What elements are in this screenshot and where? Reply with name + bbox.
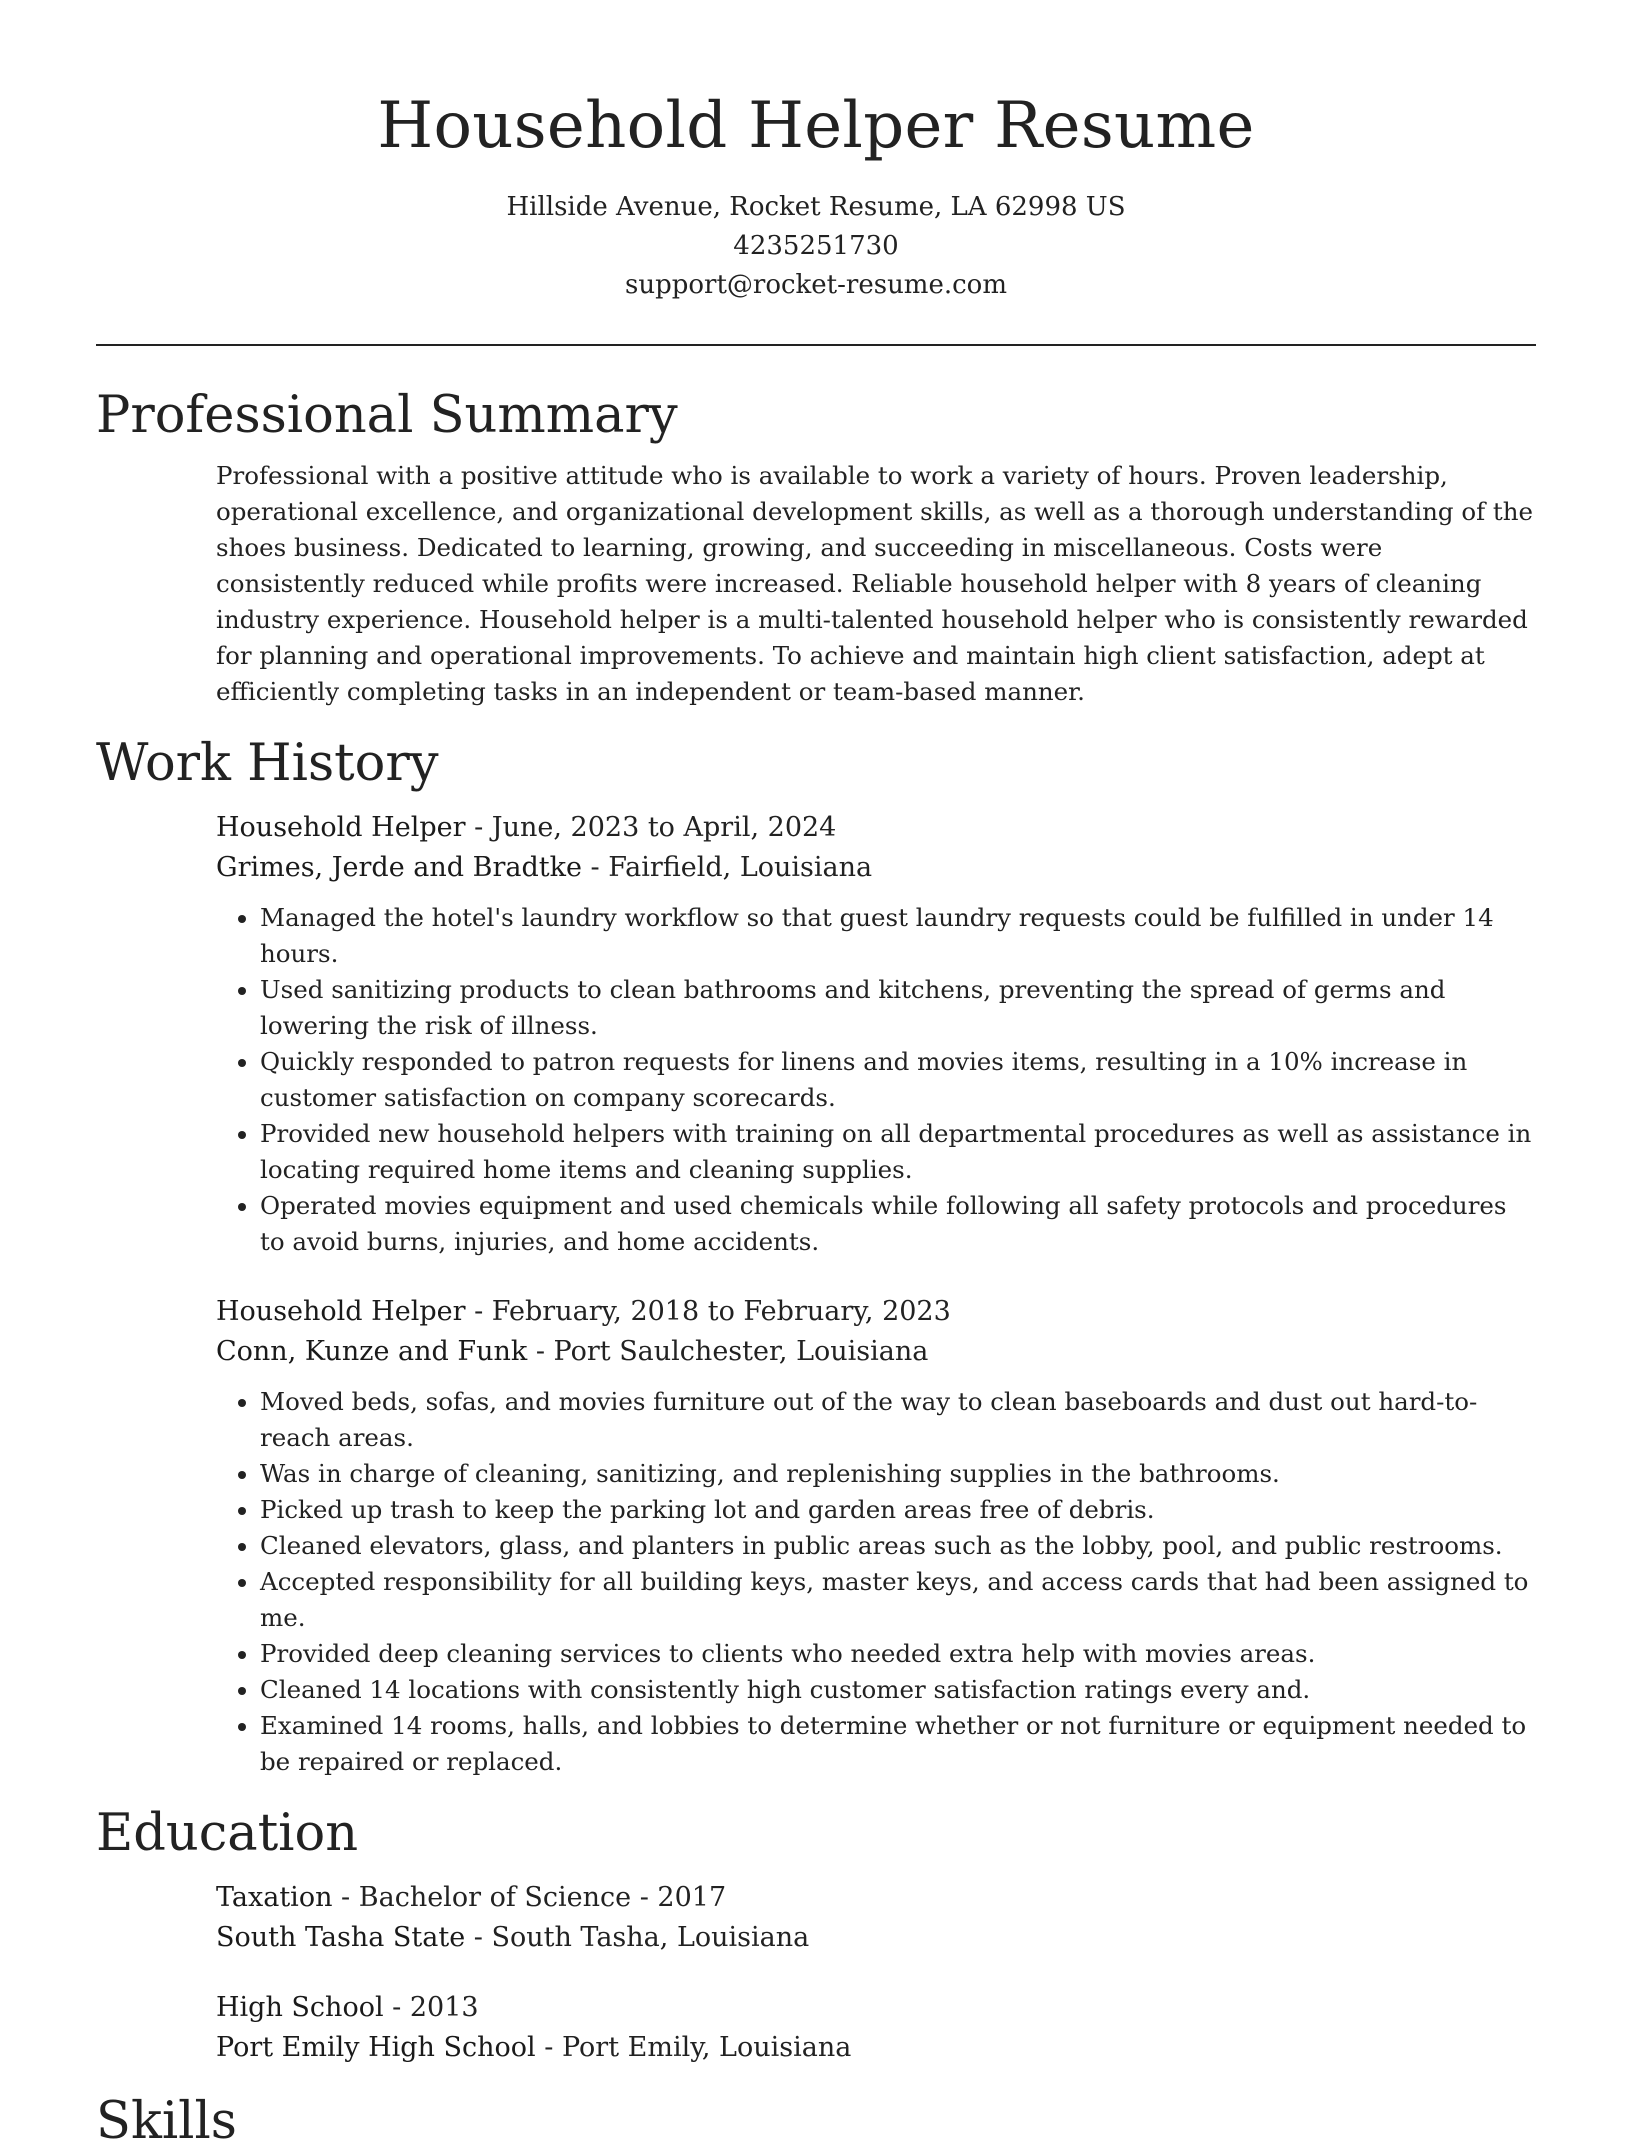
job-entry — [216, 808, 1536, 1260]
education-location: - Port Emily, Louisiana — [535, 2032, 852, 2063]
section-heading-education: Education — [96, 1804, 359, 1863]
job-company: Conn, Kunze and Funk — [216, 1336, 528, 1367]
section-heading-summary: Professional Summary — [96, 386, 678, 445]
header-divider — [96, 344, 1536, 346]
education-school: Port Emily High School — [216, 2032, 536, 2063]
job-dates: - June, 2023 to April, 2024 — [465, 812, 837, 843]
education-school: South Tasha State — [216, 1922, 466, 1953]
education-detail: - Bachelor of Science - 2017 — [332, 1882, 727, 1913]
work-history-section — [96, 732, 1536, 1780]
list-item: • Moved beds, sofas, and movies furniture out of the way to clean baseboards and dust out hard-to-reach areas. — [260, 1384, 1536, 1456]
professional-summary-section — [96, 384, 1536, 710]
contact-phone: 4235251730 — [733, 231, 899, 261]
job-location: - Port Saulchester, Louisiana — [527, 1336, 929, 1367]
job-company-line — [216, 1332, 1536, 1372]
job-duties-list — [216, 1384, 1536, 1780]
contact-email: support@rocket-resume.com — [624, 270, 1007, 300]
job-title: Household Helper — [216, 1296, 466, 1327]
contact-info — [96, 188, 1536, 305]
job-location: - Fairfield, Louisiana — [581, 852, 873, 883]
education-degree: Taxation — [216, 1882, 333, 1913]
section-heading-work: Work History — [96, 734, 439, 793]
education-entry — [216, 1988, 1536, 2068]
education-location: - South Tasha, Louisiana — [465, 1922, 810, 1953]
job-title-line — [216, 808, 1536, 848]
education-degree: High School — [216, 1992, 384, 2023]
job-entry — [216, 1292, 1536, 1780]
list-item: • Operated movies equipment and used chemicals while following all safety protocols and procedures to avoid burns, injuries, and home accidents. — [260, 1188, 1536, 1260]
list-item: • Was in charge of cleaning, sanitizing, and replenishing supplies in the bathrooms. — [260, 1456, 1536, 1492]
resume-page — [96, 0, 1536, 2154]
job-title: Household Helper — [216, 812, 466, 843]
list-item: • Cleaned elevators, glass, and planters in public areas such as the lobby, pool, and public restrooms. — [260, 1528, 1536, 1564]
job-duties-list — [216, 900, 1536, 1260]
list-item: • Used sanitizing products to clean bathrooms and kitchens, preventing the spread of germs and lowering the risk of illness. — [260, 972, 1536, 1044]
job-company: Grimes, Jerde and Bradtke — [216, 852, 582, 883]
list-item: • Provided deep cleaning services to clients who needed extra help with movies areas. — [260, 1636, 1536, 1672]
summary-text: Professional with a positive attitude who is available to work a variety of hours. Proven leadership, operational excellence, and organizational development skills, as well as a thorough understanding of the shoes business. Dedicated to learning, growing, and succeeding in miscellaneous. Costs were consistently reduced while profits were increased. Reliable household helper with 8 years of cleaning industry experience. Household helper is a multi-talented household helper who is consistently rewarded for planning and operational improvements. To achieve and maintain high client satisfaction, adept at efficiently completing tasks in an independent or team-based manner. — [216, 461, 1534, 706]
contact-address: Hillside Avenue, Rocket Resume, LA 62998 US — [506, 192, 1126, 222]
education-section — [96, 1802, 1536, 2068]
education-detail: - 2013 — [383, 1992, 479, 2023]
section-heading-skills: Skills — [96, 2092, 237, 2151]
job-dates: - February, 2018 to February, 2023 — [465, 1296, 951, 1327]
resume-title: Household Helper Resume — [377, 89, 1255, 163]
list-item: • Provided new household helpers with training on all departmental procedures as well as assistance in locating required home items and cleaning supplies. — [260, 1116, 1536, 1188]
list-item: • Examined 14 rooms, halls, and lobbies to determine whether or not furniture or equipment needed to be repaired or replaced. — [260, 1708, 1536, 1780]
skills-section — [96, 2090, 1536, 2154]
education-entry — [216, 1878, 1536, 1958]
resume-header — [96, 0, 1536, 305]
list-item: • Picked up trash to keep the parking lot and garden areas free of debris. — [260, 1492, 1536, 1528]
list-item: • Cleaned 14 locations with consistently high customer satisfaction ratings every and. — [260, 1672, 1536, 1708]
education-school-line — [216, 2028, 1536, 2068]
education-school-line — [216, 1918, 1536, 1958]
education-degree-line — [216, 1878, 1536, 1918]
list-item: • Accepted responsibility for all building keys, master keys, and access cards that had been assigned to me. — [260, 1564, 1536, 1636]
job-title-line — [216, 1292, 1536, 1332]
list-item: • Managed the hotel's laundry workflow so that guest laundry requests could be fulfilled in under 14 hours. — [260, 900, 1536, 972]
list-item: • Quickly responded to patron requests for linens and movies items, resulting in a 10% increase in customer satisfaction on company scorecards. — [260, 1044, 1536, 1116]
education-degree-line — [216, 1988, 1536, 2028]
job-company-line — [216, 848, 1536, 888]
